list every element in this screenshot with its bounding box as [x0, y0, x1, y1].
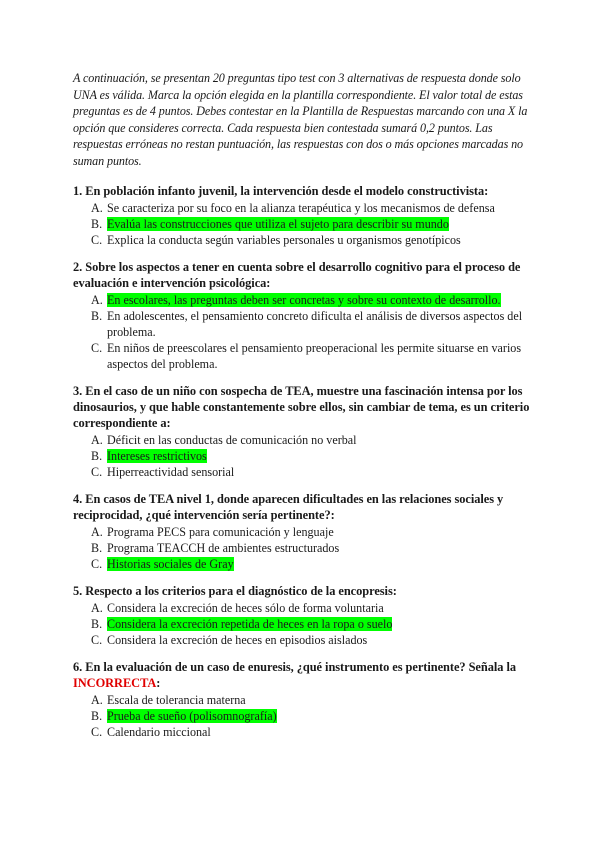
- option-text: Hiperreactividad sensorial: [107, 464, 235, 479]
- question-6: [73, 659, 530, 740]
- question-4-text: 4. En casos de TEA nivel 1, donde aparecen dificultades en las relaciones sociales y reciprocidad, ¿qué intervención sería pertinente?:: [73, 491, 504, 522]
- question-6-option-b[interactable]: [91, 708, 530, 724]
- question-4-option-b[interactable]: [91, 540, 530, 556]
- option-letter: C.: [91, 556, 103, 571]
- option-letter: A.: [91, 692, 103, 707]
- option-text: En adolescentes, el pensamiento concreto dificulta el análisis de diversos aspectos del problema.: [107, 308, 523, 339]
- question-5: [73, 583, 530, 648]
- option-letter: B.: [91, 616, 103, 631]
- option-text: Calendario miccional: [107, 724, 211, 739]
- highlighted-answer-text: Prueba de sueño (polisomnografía): [107, 708, 277, 723]
- question-1-option-a[interactable]: [91, 200, 530, 216]
- option-text: Considera la excreción de heces en episodios aislados: [107, 632, 368, 647]
- option-letter: B.: [91, 708, 103, 723]
- option-letter: A.: [91, 200, 103, 215]
- question-2: [73, 259, 530, 372]
- question-6-options: [73, 692, 530, 740]
- question-1-option-c[interactable]: [91, 232, 530, 248]
- option-text: Se caracteriza por su foco en la alianza terapéutica y los mecanismos de defensa: [107, 200, 495, 215]
- option-letter: C.: [91, 724, 103, 739]
- option-letter: B.: [91, 216, 103, 231]
- option-letter: B.: [91, 448, 103, 463]
- question-3-text: 3. En el caso de un niño con sospecha de TEA, muestre una fascinación intensa por los dinosaurios, y que hable constantemente sobre ellos, sin cambiar de tema, es un criterio correspondiente a:: [73, 383, 530, 430]
- question-1-options: [73, 200, 530, 248]
- question-3: [73, 383, 530, 480]
- option-letter: A.: [91, 600, 103, 615]
- option-letter: C.: [91, 232, 103, 247]
- question-6-option-c[interactable]: [91, 724, 530, 740]
- question-3-option-c[interactable]: [91, 464, 530, 480]
- question-2-option-a[interactable]: [91, 292, 530, 308]
- highlighted-answer-text: Historias sociales de Gray: [107, 556, 234, 571]
- option-text: Programa TEACCH de ambientes estructurados: [107, 540, 340, 555]
- question-4-option-a[interactable]: [91, 524, 530, 540]
- question-1-text: 1. En población infanto juvenil, la intervención desde el modelo constructivista:: [73, 183, 489, 198]
- option-letter: A.: [91, 292, 103, 307]
- question-3-option-a[interactable]: [91, 432, 530, 448]
- question-1-option-b[interactable]: [91, 216, 530, 232]
- question-2-text: 2. Sobre los aspectos a tener en cuenta sobre el desarrollo cognitivo para el proceso de evaluación e intervención psicológica:: [73, 259, 521, 290]
- question-1: [73, 183, 530, 248]
- question-6-text: [73, 659, 530, 691]
- question-5-options: [73, 600, 530, 648]
- option-text: En niños de preescolares el pensamiento preoperacional les permite situarse en varios aspectos del problema.: [107, 340, 522, 371]
- question-2-option-b[interactable]: [91, 308, 530, 340]
- question-2-options: [73, 292, 530, 372]
- question-2-option-c[interactable]: [91, 340, 530, 372]
- question-4: [73, 491, 530, 572]
- question-6-option-a[interactable]: [91, 692, 530, 708]
- question-5-option-c[interactable]: [91, 632, 530, 648]
- option-letter: B.: [91, 308, 103, 323]
- option-letter: A.: [91, 432, 103, 447]
- question-5-option-b[interactable]: [91, 616, 530, 632]
- question-3-option-b[interactable]: [91, 448, 530, 464]
- question-6-text-end: :: [156, 675, 161, 690]
- option-text: Déficit en las conductas de comunicación no verbal: [107, 432, 357, 447]
- question-4-option-c[interactable]: [91, 556, 530, 572]
- question-5-text: 5. Respecto a los criterios para el diagnóstico de la encopresis:: [73, 583, 397, 598]
- question-3-options: [73, 432, 530, 480]
- option-letter: C.: [91, 340, 103, 355]
- question-5-option-a[interactable]: [91, 600, 530, 616]
- highlighted-answer-text: Intereses restrictivos: [107, 448, 207, 463]
- option-letter: C.: [91, 464, 103, 479]
- option-letter: C.: [91, 632, 103, 647]
- highlighted-answer-text: Evalúa las construcciones que utiliza el sujeto para describir su mundo: [107, 216, 449, 231]
- question-4-options: [73, 524, 530, 572]
- option-text: Programa PECS para comunicación y lenguaje: [107, 524, 334, 539]
- option-letter: A.: [91, 524, 103, 539]
- highlighted-answer-text: Considera la excreción repetida de heces en la ropa o suelo: [107, 616, 393, 631]
- question-6-text-main: 6. En la evaluación de un caso de enuresis, ¿qué instrumento es pertinente? Señala la: [73, 659, 516, 674]
- instructions-paragraph: A continuación, se presentan 20 preguntas tipo test con 3 alternativas de respuesta donde solo UNA es válida. Marca la opción elegida en la plantilla correspondiente. El valor total de estas preguntas es de 4 puntos. Debes contestar en la Plantilla de Respuestas marcando con una X la opción que consideres correcta. Cada respuesta bien contestada sumará 0,2 puntos. Las respuestas erróneas no restan puntuación, las respuestas con dos o más opciones marcadas no suman puntos.: [73, 71, 528, 168]
- option-text: Escala de tolerancia materna: [107, 692, 246, 707]
- option-text: Explica la conducta según variables personales u organismos genotípicos: [107, 232, 461, 247]
- option-text: Considera la excreción de heces sólo de forma voluntaria: [107, 600, 384, 615]
- incorrect-emphasis: INCORRECTA: [73, 675, 157, 690]
- option-letter: B.: [91, 540, 103, 555]
- highlighted-answer-text: En escolares, las preguntas deben ser concretas y sobre su contexto de desarrollo.: [107, 292, 501, 307]
